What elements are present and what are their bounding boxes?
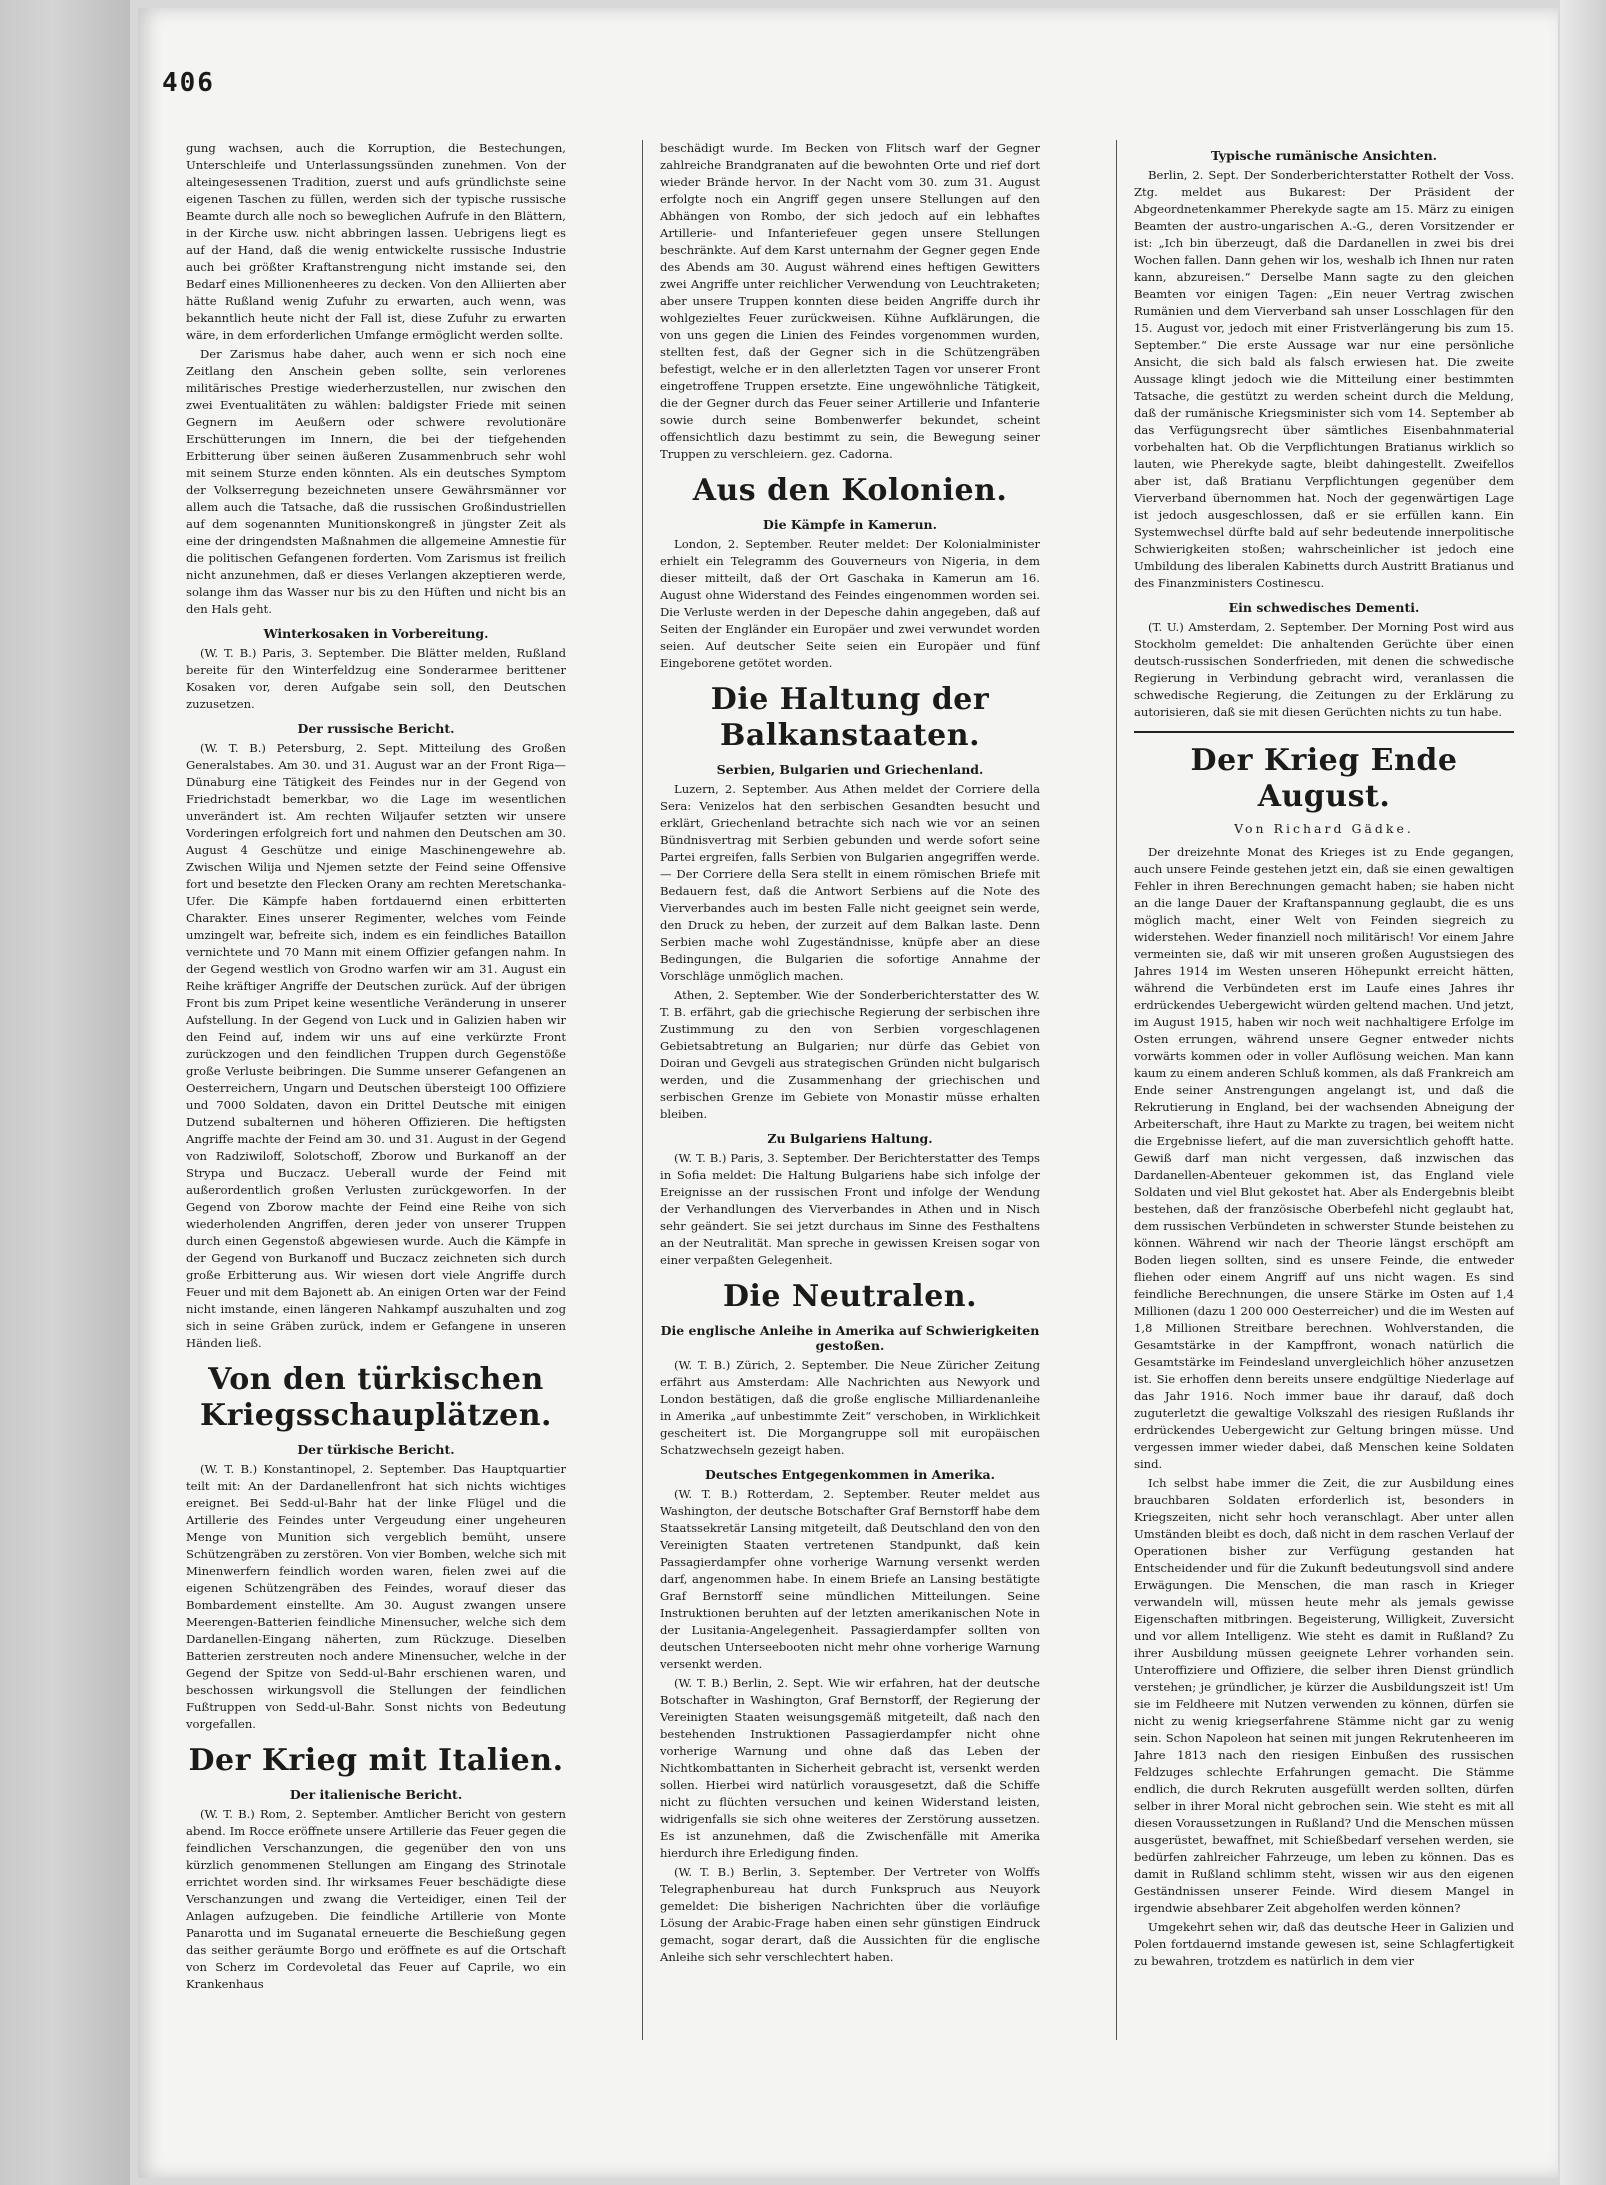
article-paragraph: (W. T. B.) Paris, 3. September. Die Blätter melden, Rußland bereite für den Winterfeldzug eine Sonderarmee berittener Kosaken vor, deren Aufgabe sein soll, den Deutschen zuzusetzen. — [186, 646, 566, 711]
page-edge-right — [1560, 0, 1606, 2185]
section-subheading: Die Kämpfe in Kamerun. — [763, 517, 937, 532]
column-rule — [642, 140, 643, 2040]
article-paragraph: (W. T. B.) Berlin, 2. Sept. Wie wir erfahren, hat der deutsche Botschafter in Washington, Graf Bernstorff, der Regierung der Vereinigten Staaten weisungsgemäß mitgeteilt, daß nach den bestehenden Instruktionen Passagierdampfer nicht ohne vorherige Warnung und ohne daß das Leben der Nichtkombattanten in Sicherheit gebracht ist, versenkt werden sollen. Hierbei wird natürlich vorausgesetzt, daß die Schiffe nicht zu flüchten versuchen und keinen Widerstand leisten, widrigenfalls sie sich ohne weiteres der Zerstörung aussetzen. Es ist anzunehmen, daß die Zwischenfälle mit Amerika hierdurch ihre Erledigung finden. — [660, 1676, 1040, 1860]
article-paragraph: (W. T. B.) Paris, 3. September. Der Berichterstatter des Temps in Sofia meldet: Die Haltung Bulgariens habe sich infolge der Ereignisse an der russischen Front und infolge der Wendung der Verhandlungen des Vierverbandes in Athen und in Nisch sehr geändert. Sie sei jetzt durchaus im Sinne des Festhaltens an der Neutralität. Man spreche in gewissen Kreisen sogar von einer verpaßten Gelegenheit. — [660, 1151, 1040, 1267]
column-3 — [1134, 140, 1514, 2110]
article-paragraph: (W. T. B.) Zürich, 2. September. Die Neue Züricher Zeitung erfährt aus Amsterdam: Alle Nachrichten aus Newyork und London bestätigen, daß die große englische Milliardenanleihe in Amerika „auf unbestimmte Zeit“ verschoben, in Wirklichkeit gescheitert ist. Die Morgangruppe soll mit europäischen Schatzwechseln gezeigt haben. — [660, 1358, 1040, 1457]
section-subheading: Serbien, Bulgarien und Griechenland. — [716, 762, 984, 777]
section-heading: Der Krieg Ende August. — [1190, 743, 1458, 814]
article-paragraph: (W. T. B.) Petersburg, 2. Sept. Mitteilung des Großen Generalstabes. Am 30. und 31. August war an der Front Riga—Dünaburg eine Tätigkeit des Feindes nur in der Gegend von Friedrichstadt bemerkbar, wo die Lage im wesentlichen unverändert ist. Am rechten Wiljaufer setzten wir unsere Vorderingen erfolgreich fort und nahmen den Deutschen am 30. August 4 Geschütze und einige Maschinengewehre ab. Zwischen Wilija und Njemen setzte der Feind seine Offensive fort und besetzte den Flecken Orany am rechten Meretschanka-Ufer. Die Kämpfe haben fortdauernd einen erbitterten Charakter. Eines unserer Regimenter, welches vom Feinde umzingelt war, befreite sich, indem es ein feindliches Bataillon vernichtete und 70 Mann mit einem Offizier gefangen nahm. In der Gegend westlich von Grodno warfen wir am 31. August ein Reihe kräftiger Angriffe der Deutschen zurück. Auf der übrigen Front bis zum Pripet keine wesentliche Veränderung in unserer Aufstellung. In der Gegend von Luck und in Galizien haben wir den Feind auf, indem wir uns auf eine verkürzte Front zurückzogen und den feindlichen Truppen durch Gegenstöße große Verluste beibringen. Die Summe unserer Gefangenen an Oesterreichern, Ungarn und Deutschen übersteigt 100 Offiziere und 7000 Soldaten, davon ein Drittel Deutsche mit einigen Dutzend subalternen und höheren Offizieren. Die heftigsten Angriffe machte der Feind am 30. und 31. August in der Gegend von Radziwiloff, Solotschoff, Zborow und Burkanoff an der Strypa und Buczacz. Ueberall wurde der Feind mit außerordentlich großen Verlusten zurückgeworfen. In der Gegend von Zborow machte der Feind eine Reihe von sich wiederholenden Angriffen, deren jeder von unserer Truppen durch einen Gegenstoß abgewiesen wurde. Auch die Kämpfe in der Gegend von Burkanoff und Buczacz zeichneten sich durch große Erbitterung aus. Wir wiesen dort viele Angriffe durch Feuer und mit dem Bajonett ab. An einigen Orten war der Feind nicht imstande, einen längeren Nahkampf auszuhalten und zog sich in seine Gräben zurück, indem er Gefangene in unseren Händen ließ. — [186, 741, 566, 1350]
article-paragraph: (W. T. B.) Rom, 2. September. Amtlicher Bericht von gestern abend. Im Rocce eröffnete unsere Artillerie das Feuer gegen die feindlichen Verschanzungen, die gegenüber den von uns kürzlich genommenen Stellungen am Eingang des Strinotale errichtet worden sind. Ihr wirksames Feuer beschädigte diese Verschanzungen und zwang die Verteidiger, einen Teil der Anlagen aufzugeben. Die feindliche Artillerie von Monte Panarotta und im Suganatal erneuerte die Beschießung gegen das seither geräumte Borgo und eröffnete es auf die Ortschaft von Scherz im Cordevoletal das Feuer auf Caprile, wo ein Krankenhaus — [186, 1807, 566, 1991]
article-paragraph: Der dreizehnte Monat des Krieges ist zu Ende gegangen, auch unsere Feinde gestehen jetzt ein, daß sie einen gewaltigen Fehler in ihren Berechnungen gemacht haben; sie haben nicht an die lange Dauer der Kraftanspannung geglaubt, die es uns möglich macht, einer Welt von Feinden siegreich zu widerstehen. Weder finanziell noch militärisch! Vor einem Jahre vermeinten sie, daß wir mit unseren großen Augustsiegen des Jahres 1914 im Westen unseren Höhepunkt erreicht hätten, während die Verbündeten erst im Laufe eines Jahres ihr erdrückendes Uebergewicht würden geltend machen. Und jetzt, im August 1915, haben wir noch weit nachhaltigere Erfolge im Osten errungen, während unsere Gegner entweder nichts vorwärts kommen oder in voller Auflösung weichen. Man kann kaum zu einem anderen Schluß kommen, als daß Frankreich am Ende seiner Anstrengungen angelangt ist, und daß die Rekrutierung in England, bei der wachsenden Abneigung der Arbeiterschaft, ihre Haut zu Markte zu tragen, bei weitem nicht die Ergebnisse liefert, auf die man zuversichtlich gehofft hatte. Gewiß darf man nicht vergessen, daß inzwischen das Dardanellen-Abenteuer gekommen ist, das England viele Soldaten und viel Blut gekostet hat. Aber als Endergebnis bleibt bestehen, daß der französische Oberbefehl nicht geglaubt hat, dem russischen Verbündeten in schwerster Stunde beistehen zu können. Während wir nach der Theorie längst erschöpft am Boden liegen sollten, sind es unsere Feinde, die entweder fliehen oder einem Angriff auf uns nicht wagen. Es sind feindliche Berechnungen, die unsere Stärke im Osten auf 1,4 Millionen (dazu 1 200 000 Oesterreicher) und die im Westen auf 1,8 Millionen Streitbare berechnen. Wohlverstanden, die Gesamtstärke in der Kampffront, wonach natürlich die Gesamtstärke im Feindesland unvergleichlich höher anzusetzen ist. Sie erhoffen denn bereits unsere endgültige Niederlage auf das Jahr 1916. Noch immer baue ihr darauf, daß doch zuguterletzt die gewaltige Volkszahl des riesigen Rußlands ihr erdrückendes Uebergewicht zur Geltung bringen müsse. Und vergessen immer wieder dabei, daß Menschen keine Soldaten sind. — [1134, 845, 1514, 1471]
section-divider — [1134, 731, 1514, 733]
article-paragraph: (T. U.) Amsterdam, 2. September. Der Morning Post wird aus Stockholm gemeldet: Die anhaltenden Gerüchte über einen deutsch-russischen Sonderfrieden, mit denen die schwedische Regierung in Verbindung gebracht wird, veranlassen die schwedische Regierung, die Zeitungen zu der Erklärung zu autorisieren, daß sie mit diesen Gerüchten nichts zu tun habe. — [1134, 620, 1514, 719]
column-2 — [660, 140, 1040, 2110]
author-byline: Von Richard Gädke. — [1234, 821, 1414, 836]
article-paragraph: gung wachsen, auch die Korruption, die Bestechungen, Unterschleife und Unterlassungssünden zunehmen. Von der alteingesessenen Tradition, zuerst und aufs gründlichste seine eigenen Taschen zu füllen, werden sich der typische russische Beamte durch alle noch so beweglichen Aufrufe in den Blättern, in der Kirche usw. nicht abbringen lassen. Uebrigens liegt es auf der Hand, daß die wenig entwickelte russische Industrie auch bei größter Kraftanstrengung nicht imstande sei, den Bedarf eines Millionenheeres zu decken. Von den Alliierten aber hätte Rußland wenig Zufuhr zu erwarten, auch wenn, was bekanntlich heute nicht der Fall ist, diese Zufuhr zu erwarten wäre, in dem erforderlichen Umfange ermöglicht werden sollte. — [186, 141, 566, 342]
article-paragraph: (W. T. B.) Konstantinopel, 2. September. Das Hauptquartier teilt mit: An der Dardanellenfront hat sich nichts wichtiges ereignet. Bei Sedd-ul-Bahr hat der linke Flügel und die Artillerie des Feindes unter Vergeudung einer ungeheuren Menge von Munition sich vergeblich bemüht, unsere Schützengräben zu zerstören. Von vier Bomben, welche sich mit Minenwerfern feindlich worden waren, fielen zwei auf die eigenen Schützengräben des Feindes, worauf dieser das Bombardement einstellte. Am 30. August zwangen unsere Meerengen-Batterien feindliche Minensucher, welche sich dem Dardanellen-Eingang näherten, zum Rückzuge. Dieselben Batterien zerstreuten noch andere Minensucher, welche in der Gegend der Spitze von Sedd-ul-Bahr erschienen waren, und beschossen wirkungsvoll die Stellungen der feindlichen Fußtruppen von Sedd-ul-Bahr. Sonst nichts von Bedeutung vorgefallen. — [186, 1462, 566, 1731]
newspaper-page — [138, 8, 1558, 2178]
section-subheading: Der türkische Bericht. — [297, 1442, 455, 1457]
section-subheading: Typische rumänische Ansichten. — [1210, 148, 1438, 163]
column-rule — [1116, 140, 1117, 2040]
section-subheading: Ein schwedisches Dementi. — [1228, 600, 1420, 615]
section-subheading: Winterkosaken in Vorbereitung. — [263, 626, 489, 641]
article-paragraph: Athen, 2. September. Wie der Sonderberichterstatter des W. T. B. erfährt, gab die griechische Regierung der serbischen ihre Zustimmung zu den von Serbien vorgeschlagenen Gebietsabtretung an Bulgarien; nur dürfe das Gebiet von Doiran und Gevgeli aus strategischen Gründen nicht bulgarisch werden, und die Zusammenhang der griechischen und serbischen Grenze im Gebiete von Monastir müsse erhalten bleiben. — [660, 988, 1040, 1121]
article-paragraph: London, 2. September. Reuter meldet: Der Kolonialminister erhielt ein Telegramm des Gouverneurs von Nigeria, in dem dieser mitteilt, daß der Ort Gaschaka in Kamerun am 16. August ohne Widerstand des Feindes eingenommen worden sei. Die Verluste werden in der Depesche dahin angegeben, daß auf Seiten der Engländer ein Europäer und zwei verwundet worden seien. Auf deutscher Seite seien ein Europäer und fünf Eingeborene getötet worden. — [660, 537, 1040, 670]
book-spine-edge — [0, 0, 130, 2185]
section-subheading: Deutsches Entgegenkommen in Amerika. — [705, 1467, 995, 1482]
section-subheading: Die englische Anleihe in Amerika auf Schwierigkeiten gestoßen. — [660, 1323, 1040, 1353]
article-paragraph: beschädigt wurde. Im Becken von Flitsch warf der Gegner zahlreiche Brandgranaten auf die bewohnten Orte und rief dort wieder Brände hervor. In der Nacht vom 30. zum 31. August erfolgte noch ein Angriff gegen unsere Stellungen auf den Abhängen von Rombo, der sich jedoch auf ein lebhaftes Artillerie- und Infanteriefeuer gegen unsere Stellungen beschränkte. Auf dem Karst unternahm der Gegner gegen Ende des Abends am 30. August während eines heftigen Gewitters zwei Angriffe unter reichlicher Verwendung von Leuchtraketen; aber unsere Truppen konnten diese beiden Angriffe durch ihr wohlgezieltes Feuer zurückweisen. Kühne Aufklärungen, die von uns gegen die Linien des Feindes vorgenommen wurden, stellten fest, daß der Gegner sich in die Schützengräben befestigt, welche er in den allerletzten Tagen vor unserer Front eingetroffene Truppen ersetzte. Eine ungewöhnliche Tätigkeit, die der Gegner durch das Feuer seiner Artillerie und Infanterie sowie durch seine Bombenwerfer bekundet, scheint offensichtlich dazu bestimmt zu sein, die Bewegung seiner Truppen zu verschleiern. gez. Cadorna. — [660, 141, 1040, 461]
article-paragraph: Ich selbst habe immer die Zeit, die zur Ausbildung eines brauchbaren Soldaten erforderlich ist, besonders in Kriegszeiten, nicht sehr hoch veranschlagt. Aber unter allen Umständen bleibt es doch, daß nicht in dem raschen Verlauf der Operationen bisher zur Verfügung gestanden hat Entscheidender und für die Zukunft bedeutungsvoll sind andere Erwägungen. Die Menschen, die man rasch in Krieger verwandeln will, müssen heute mehr als jemals gewisse Eigenschaften mitbringen. Begeisterung, Willigkeit, Zuversicht und vor allem Intelligenz. Wie steht es damit in Rußland? Zu ihrer Ausbildung müssen geeignete Lehrer vorhanden sein. Unteroffiziere und Offiziere, die selber ihren Dienst gründlich verstehen; je gründlicher, je kürzer die Ausbildungszeit ist! Um sie im Feldheere mit Nutzen verwenden zu können, dürfen sie nicht zu wenig kriegserfahrene Stämme nicht gar zu wenig sein. Schon Napoleon hat seinen mit jungen Rekrutenheeren im Jahre 1813 nach den riesigen Einbußen des russischen Feldzuges schlechte Erfahrungen gemacht. Die Stämme endlich, die durch Rekruten ausgefüllt werden sollten, dürfen selber in ihrer Moral nicht gebrochen sein. Wie steht es mit all diesen Voraussetzungen in Rußland? Und die Menschen müssen ausgerüstet, bewaffnet, mit Schießbedarf versehen werden, sie bedürfen zahlreicher Fahrzeuge, um leben zu können. Das es damit in Rußland schlimm steht, wissen wir aus den eigenen Geständnissen unserer Feinde. Wird diesem Mangel in irgendwie absehbarer Zeit abgeholfen werden können? — [1134, 1476, 1514, 1915]
section-heading: Aus den Kolonien. — [692, 473, 1008, 508]
article-paragraph: Der Zarismus habe daher, auch wenn er sich noch eine Zeitlang den Anschein geben sollte, sein verlorenes militärisches Prestige wiederherzustellen, nur zwischen den zwei Eventualitäten zu wählen: baldigster Friede mit seinen Gegnern im Aeußern oder schwere revolutionäre Erschütterungen im Innern, die bei der tiefgehenden Erbitterung über seinen äußeren Zusammenbruch sehr wohl mit seinem Sturze enden könnten. Als ein deutsches Symptom der Volkserregung bezeichneten unsere Gewährsmänner vor allem auch die Tatsache, daß die russischen Großindustriellen auf dem sogenannten Munitionskongreß in jüngster Zeit als eine der dringendsten Maßnahmen die allgemeine Amnestie für die politischen Gefangenen forderten. Vom Zarismus ist freilich nicht anzunehmen, daß er dieses Verlangen akzeptieren werde, solange ihm das Wasser nur bis zu den Hüften und nicht bis an den Hals geht. — [186, 347, 566, 616]
section-subheading: Der russische Bericht. — [297, 721, 455, 736]
column-1 — [186, 140, 566, 2110]
article-paragraph: Umgekehrt sehen wir, daß das deutsche Heer in Galizien und Polen fortdauernd imstande gewesen ist, seine Schlagfertigkeit zu bewahren, trotzdem es natürlich in dem vier — [1134, 1920, 1514, 1968]
page-number: 406 — [162, 68, 215, 98]
article-paragraph: (W. T. B.) Rotterdam, 2. September. Reuter meldet aus Washington, der deutsche Botschafter Graf Bernstorff habe dem Staatssekretär Lansing mitgeteilt, daß Deutschland den von den Vereinigten Staaten vertretenen Standpunkt, daß kein Passagierdampfer ohne vorherige Warnung versenkt werden darf, angenommen habe. In einem Briefe an Lansing bestätigte Graf Bernstorff seine mündlichen Mitteilungen. Seine Instruktionen beruhten auf der letzten amerikanischen Note in der Lusitania-Angelegenheit. Passagierdampfer sollten von deutschen Unterseebooten nicht mehr ohne vorherige Warnung versenkt werden. — [660, 1487, 1040, 1671]
section-heading: Von den türkischen Kriegsschauplätzen. — [200, 1362, 552, 1433]
section-heading: Die Haltung der Balkanstaaten. — [710, 682, 990, 753]
section-heading: Die Neutralen. — [722, 1279, 978, 1314]
section-subheading: Der italienische Bericht. — [289, 1787, 463, 1802]
section-heading: Der Krieg mit Italien. — [188, 1743, 564, 1778]
article-paragraph: Berlin, 2. Sept. Der Sonderberichterstatter Rothelt der Voss. Ztg. meldet aus Bukarest: Der Präsident der Abgeordnetenkammer Pherekyde sagte am 15. März zu einigen Beamten der austro-ungarischen A.-G., deren Vorsitzender er ist: „Ich bin überzeugt, daß die Dardanellen in zwei bis drei Wochen fallen. Dann gehen wir los, weshalb ich Ihnen nur raten kann, abzureisen.“ Derselbe Mann sagte zu den gleichen Beamten vor einigen Tagen: „Ein neuer Vertrag zwischen Rumänien und dem Vierverband sah unser Losschlagen für den 15. August vor, jedoch mit einer Fristverlängerung bis zum 15. September.“ Die erste Aussage war nur eine persönliche Ansicht, die sich bald als falsch erwiesen hat. Die zweite Aussage klingt jedoch wie die Mitteilung einer bestimmten Tatsache, die gestützt zu werden scheint durch die Meldung, daß der rumänische Kriegsminister sich vom 14. September ab das Verfügungsrecht über sämtliches Eisenbahnmaterial vorbehalten hat. Ob die Verpflichtungen Bratianus wirklich so lauten, wie Pherekyde sagte, bleibt dahingestellt. Zweifellos aber ist, daß Bratianu Verpflichtungen gegenüber dem Vierverband übernommen hat. Noch der gegenwärtigen Lage ist jedoch ausgeschlossen, daß er sie erfüllen kann. Ein Systemwechsel dürfte bald auf sehr bedeutende innerpolitische Schwierigkeiten stoßen; wahrscheinlicher ist jedoch eine Umbildung des liberalen Kabinetts durch Austritt Bratianus und des Finanzministers Costinescu. — [1134, 168, 1514, 590]
article-paragraph: (W. T. B.) Berlin, 3. September. Der Vertreter von Wolffs Telegraphenbureau hat durch Funkspruch aus Neuyork gemeldet: Die bisherigen Nachrichten über die vorläufige Lösung der Arabic-Frage haben einen sehr günstigen Eindruck gemacht, sogar derart, daß die Aussichten für die englische Anleihe sich sehr verschlechtert haben. — [660, 1865, 1040, 1964]
section-subheading: Zu Bulgariens Haltung. — [767, 1131, 933, 1146]
article-paragraph: Luzern, 2. September. Aus Athen meldet der Corriere della Sera: Venizelos hat den serbischen Gesandten besucht und erklärt, Griechenland betrachte sich nach wie vor an seinen Bündnisvertrag mit Serbien gebunden und werde sofort seine Partei ergreifen, falls Serbien von Bulgarien angegriffen werde. — Der Corriere della Sera stellt in einem römischen Briefe mit Bedauern fest, daß die Antwort Serbiens auf die Note des Vierverbandes auch im besten Falle nicht geeignet sein werde, den Druck zu heben, der zurzeit auf dem Balkan laste. Denn Serbien mache wohl Zugeständnisse, knüpfe aber an diese Bedingungen, die Bulgarien die sofortige Annahme der Vorschläge unmöglich machen. — [660, 782, 1040, 983]
